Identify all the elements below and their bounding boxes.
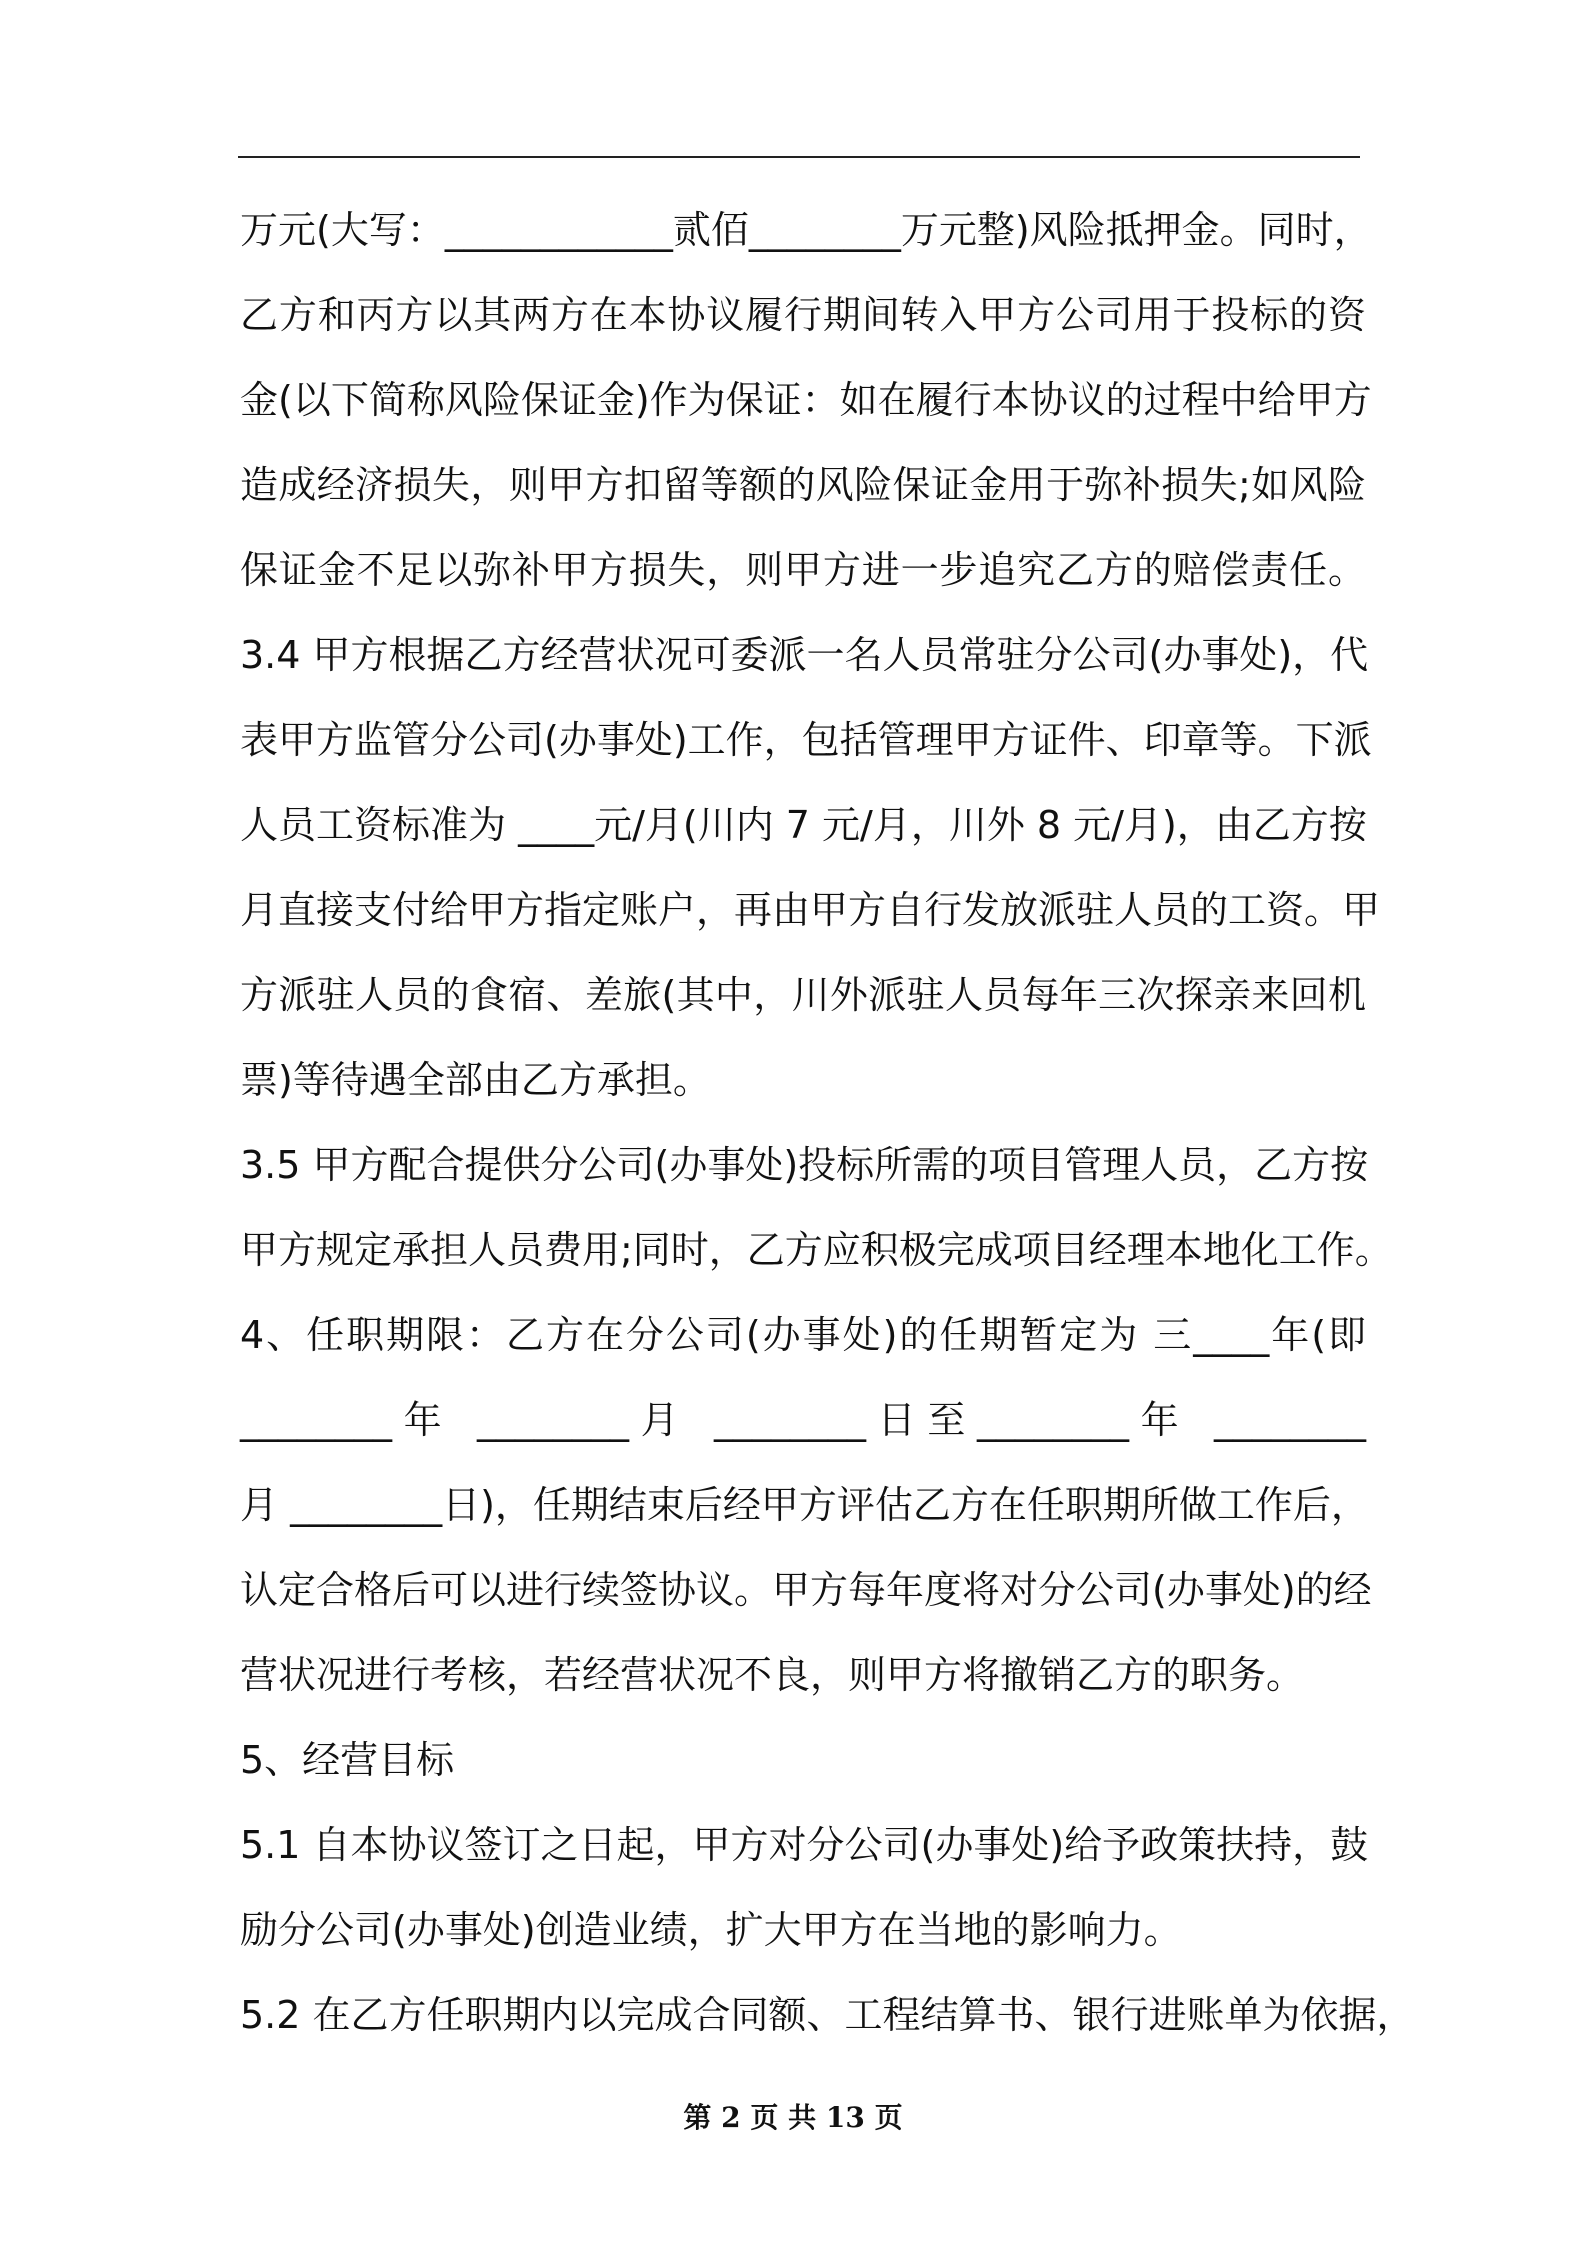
text-line: 造成经济损失，则甲方扣留等额的风险保证金用于弥补损失;如风险 bbox=[240, 463, 1366, 507]
clause-4-term: 4、任职期限：乙方在分公司(办事处)的任期暂定为 三____年(即 bbox=[240, 1313, 1366, 1357]
text-line: 月 ________日)，任期结束后经甲方评估乙方在任职期所做工作后， bbox=[240, 1483, 1369, 1527]
text-line: 保证金不足以弥补甲方损失，则甲方进一步追究乙方的赔偿责任。 bbox=[240, 548, 1366, 592]
document-body bbox=[240, 202, 1415, 2072]
clause-5-2: 5.2 在乙方任职期内以完成合同额、工程结算书、银行进账单为依据， bbox=[240, 1993, 1415, 2037]
page-number: 第 2 页 共 13 页 bbox=[683, 2101, 903, 2134]
text-line: 票)等待遇全部由乙方承担。 bbox=[240, 1058, 711, 1102]
text-line: 乙方和丙方以其两方在本协议履行期间转入甲方公司用于投标的资 bbox=[240, 293, 1366, 337]
text-line: 励分公司(办事处)创造业绩，扩大甲方在当地的影响力。 bbox=[240, 1908, 1182, 1952]
clause-5-1: 5.1 自本协议签订之日起，甲方对分公司(办事处)给予政策扶持，鼓 bbox=[240, 1823, 1369, 1867]
section-heading-5: 5、经营目标 bbox=[240, 1738, 455, 1782]
text-line: 月直接支付给甲方指定账户，再由甲方自行发放派驻人员的工资。甲 bbox=[240, 888, 1381, 932]
text-line: ________年 ________月 ________日至________年 ________ bbox=[240, 1398, 1366, 1442]
clause-3-5: 3.5 甲方配合提供分公司(办事处)投标所需的项目管理人员，乙方按 bbox=[240, 1143, 1369, 1187]
text-line: 表甲方监管分公司(办事处)工作，包括管理甲方证件、印章等。下派 bbox=[240, 718, 1372, 762]
text-line: 甲方规定承担人员费用;同时，乙方应积极完成项目经理本地化工作。 bbox=[240, 1228, 1393, 1272]
clause-3-4: 3.4 甲方根据乙方经营状况可委派一名人员常驻分公司(办事处)，代 bbox=[240, 633, 1369, 677]
text-line: 人员工资标准为 ____元/月(川内 7 元/月，川外 8 元/月)，由乙方按 bbox=[240, 803, 1367, 847]
text-line: 万元(大写：____________贰佰________万元整)风险抵押金。同时， bbox=[240, 208, 1372, 252]
text-line: 认定合格后可以进行续签协议。甲方每年度将对分公司(办事处)的经 bbox=[240, 1568, 1372, 1612]
text-line: 金(以下简称风险保证金)作为保证：如在履行本协议的过程中给甲方 bbox=[240, 378, 1372, 422]
text-line: 营状况进行考核，若经营状况不良，则甲方将撤销乙方的职务。 bbox=[240, 1653, 1305, 1697]
header-rule bbox=[238, 156, 1360, 158]
text-line: 方派驻人员的食宿、差旅(其中，川外派驻人员每年三次探亲来回机 bbox=[240, 973, 1366, 1017]
